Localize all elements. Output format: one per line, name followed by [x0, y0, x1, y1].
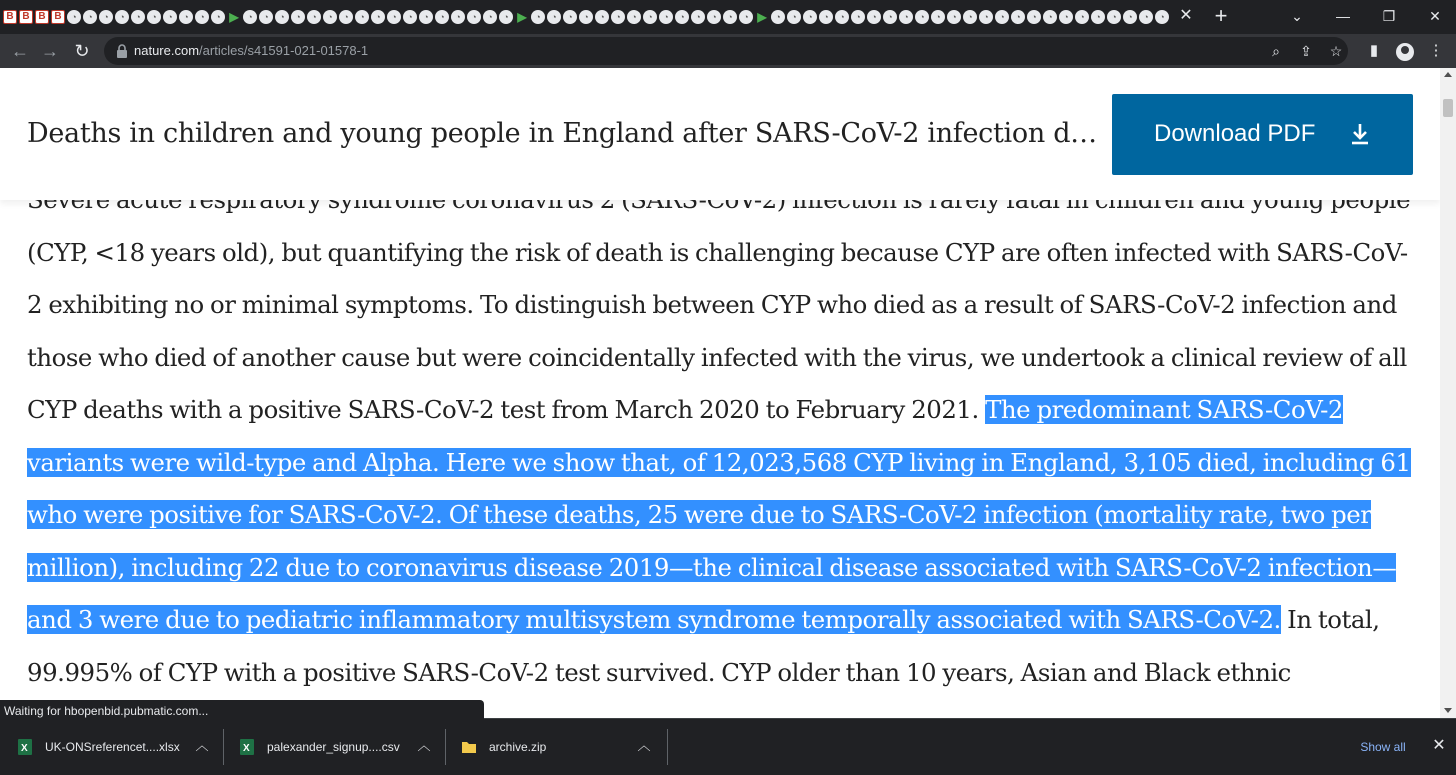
tab-favicon-circle-icon[interactable]: ◔: [563, 10, 577, 24]
tab-favicon-circle-icon[interactable]: ◔: [931, 10, 945, 24]
tab-favicon-circle-icon[interactable]: ◔: [867, 10, 881, 24]
tab-favicon-circle-icon[interactable]: ◔: [819, 10, 833, 24]
tab-favicon-circle-icon[interactable]: ◔: [851, 10, 865, 24]
web-page: [0, 68, 1440, 700]
download-pdf-label: Download PDF: [1154, 120, 1316, 147]
tab-favicon-circle-icon[interactable]: ◔: [963, 10, 977, 24]
folder-icon: [462, 739, 476, 755]
share-icon[interactable]: ⇪: [1300, 43, 1312, 59]
tab-favicon-circle-icon[interactable]: ◔: [1107, 10, 1121, 24]
download-item[interactable]: [0, 719, 222, 775]
tab-favicon-circle-icon[interactable]: ◔: [131, 10, 145, 24]
address-bar[interactable]: [104, 37, 1348, 65]
tab-favicon-circle-icon[interactable]: ◔: [579, 10, 593, 24]
profile-avatar[interactable]: [1396, 43, 1414, 61]
tab-favicon-circle-icon[interactable]: ◔: [995, 10, 1009, 24]
status-bubble: Waiting for hbopenbid.pubmatic.com...: [0, 700, 484, 722]
tab-favicon-circle-icon[interactable]: ◔: [259, 10, 273, 24]
tab-favicon-circle-icon[interactable]: ◔: [307, 10, 321, 24]
tab-favicon-circle-icon[interactable]: ◔: [467, 10, 481, 24]
tab-favicon-circle-icon[interactable]: ◔: [899, 10, 913, 24]
download-file-name: palexander_signup....csv: [267, 740, 400, 754]
abstract-selected-text[interactable]: The predominant SARS-CoV-2 variants were wild-type and Alpha. Here we show that, of 12,023,568 CYP living in England, 3,105 died, including 61 who were positive for SARS-CoV-2. Of these deaths, 25 were due to SARS-CoV-2 infection (mortality rate, two per million), including 22 due to coronavirus disease 2019—the clinical disease associated with SARS-CoV-2 infection—and 3 were due to pediatric inflammatory multisystem syndrome temporally associated with SARS-CoV-2.: [27, 395, 1411, 634]
tab-favicon-circle-icon[interactable]: ◔: [163, 10, 177, 24]
side-panel-icon[interactable]: ▮: [1369, 42, 1379, 59]
forward-icon[interactable]: →: [41, 41, 59, 61]
download-shelf: [0, 718, 1456, 775]
abstract-text-continued: In total, 99.995% of CYP with a positive SARS-CoV-2 test survived. CYP older than 10 years, Asian and Black ethnic: [27, 605, 1380, 687]
bookmark-star-icon[interactable]: ☆: [1329, 43, 1343, 59]
tab-favicon-circle-icon[interactable]: ◔: [643, 10, 657, 24]
tab-favicon-circle-icon[interactable]: ◔: [339, 10, 353, 24]
close-download-shelf-icon[interactable]: ✕: [1432, 737, 1446, 754]
tab-favicon-circle-icon[interactable]: ◔: [883, 10, 897, 24]
download-options-chevron-icon[interactable]: ︿: [417, 738, 431, 753]
tab-favicon-circle-icon[interactable]: ◔: [707, 10, 721, 24]
tab-favicon-circle-icon[interactable]: ◔: [1043, 10, 1057, 24]
tab-close-icon[interactable]: ✕: [1179, 7, 1193, 24]
tab-favicon-circle-icon[interactable]: ◔: [195, 10, 209, 24]
tab-favicon-play-icon[interactable]: ▶: [757, 10, 767, 24]
tab-favicon-circle-icon[interactable]: ◔: [1139, 10, 1153, 24]
download-item[interactable]: [444, 719, 666, 775]
scrollbar-thumb[interactable]: [1443, 99, 1453, 117]
tab-favicon-circle-icon[interactable]: ◔: [435, 10, 449, 24]
tab-favicon-circle-icon[interactable]: ◔: [323, 10, 337, 24]
tab-favicon-circle-icon[interactable]: ◔: [1155, 10, 1169, 24]
tab-favicon-circle-icon[interactable]: ◔: [371, 10, 385, 24]
tab-favicon-circle-icon[interactable]: ◔: [115, 10, 129, 24]
tab-favicon-circle-icon[interactable]: ◔: [803, 10, 817, 24]
tab-favicon-b-icon[interactable]: B: [19, 10, 33, 24]
tab-favicon-circle-icon[interactable]: ◔: [979, 10, 993, 24]
download-file-name: archive.zip: [489, 740, 547, 754]
abstract-text: (CYP, <18 years old), but quantifying the risk of death is challenging because CYP are often infected with SARS-CoV-2 exhibiting no or minimal symptoms. To distinguish between CYP who died as a result of SARS-CoV-2 infection and those who died of another cause but were coincidentally infected with the virus, we undertook a clinical review of all CYP deaths with a positive SARS-CoV-2 test from March 2020 to February 2021.: [27, 237, 1408, 424]
tab-favicon-circle-icon[interactable]: ◔: [483, 10, 497, 24]
tab-favicon-circle-icon[interactable]: ◔: [1075, 10, 1089, 24]
divider: [667, 729, 668, 765]
tab-favicon-circle-icon[interactable]: ◔: [915, 10, 929, 24]
tab-favicon-circle-icon[interactable]: ◔: [179, 10, 193, 24]
new-tab-icon[interactable]: +: [1214, 3, 1228, 28]
csv-file-icon: [240, 739, 254, 755]
tab-search-chevron-icon[interactable]: ⌄: [1291, 8, 1303, 24]
tab-favicon-circle-icon[interactable]: ◔: [771, 10, 785, 24]
tab-favicon-circle-icon[interactable]: ◔: [1059, 10, 1073, 24]
menu-kebab-icon[interactable]: ⋮: [1428, 42, 1444, 59]
url-domain: nature.com: [134, 43, 200, 58]
tab-favicon-play-icon[interactable]: ▶: [517, 10, 527, 24]
tab-favicon-b-icon[interactable]: B: [51, 10, 65, 24]
restore-icon[interactable]: ❐: [1382, 8, 1396, 24]
zoom-icon[interactable]: ⌕: [1272, 43, 1280, 59]
reload-icon[interactable]: ↻: [74, 41, 90, 61]
download-file-name: UK-ONSreferencet....xlsx: [45, 740, 180, 754]
download-options-chevron-icon[interactable]: ︿: [637, 738, 651, 753]
tab-favicon-circle-icon[interactable]: ◔: [675, 10, 689, 24]
url-path: /articles/s41591-021-01578-1: [199, 43, 369, 58]
tab-favicon-circle-icon[interactable]: ◔: [83, 10, 97, 24]
article-title: Deaths in children and young people in England after SARS-CoV-2 infection d…: [27, 118, 1097, 149]
tab-favicon-circle-icon[interactable]: ◔: [947, 10, 961, 24]
article-abstract: [27, 174, 1422, 699]
tab-strip: [0, 0, 1456, 34]
tab-favicon-circle-icon[interactable]: ◔: [723, 10, 737, 24]
tab-favicon-circle-icon[interactable]: ◔: [1011, 10, 1025, 24]
tab-favicon-b-icon[interactable]: B: [35, 10, 49, 24]
tab-favicon-circle-icon[interactable]: ◔: [67, 10, 81, 24]
tab-favicon-circle-icon[interactable]: ◔: [419, 10, 433, 24]
tab-favicon-circle-icon[interactable]: ◔: [547, 10, 561, 24]
tab-favicon-circle-icon[interactable]: ◔: [451, 10, 465, 24]
tab-favicon-circle-icon[interactable]: ◔: [627, 10, 641, 24]
tab-favicon-circle-icon[interactable]: ◔: [835, 10, 849, 24]
download-item[interactable]: [222, 719, 444, 775]
close-window-icon[interactable]: ✕: [1429, 8, 1441, 24]
url-text[interactable]: [134, 43, 368, 58]
tab-favicon-circle-icon[interactable]: ◔: [243, 10, 257, 24]
page-scrollbar[interactable]: [1440, 68, 1456, 718]
svg-text:X: X: [21, 743, 28, 754]
tab-favicon-play-icon[interactable]: ▶: [229, 10, 239, 24]
excel-file-icon: [18, 739, 32, 755]
tab-favicon-circle-icon[interactable]: ◔: [1027, 10, 1041, 24]
tab-favicon-circle-icon[interactable]: ◔: [275, 10, 289, 24]
tab-favicon-circle-icon[interactable]: ◔: [595, 10, 609, 24]
tab-favicon-circle-icon[interactable]: ◔: [739, 10, 753, 24]
tab-favicon-circle-icon[interactable]: ◔: [499, 10, 513, 24]
tab-favicon-circle-icon[interactable]: ◔: [403, 10, 417, 24]
tab-favicon-circle-icon[interactable]: ◔: [787, 10, 801, 24]
tab-favicon-circle-icon[interactable]: ◔: [611, 10, 625, 24]
tab-favicon-circle-icon[interactable]: ◔: [659, 10, 673, 24]
tab-favicon-circle-icon[interactable]: ◔: [387, 10, 401, 24]
browser-toolbar: [0, 34, 1456, 68]
svg-text:X: X: [243, 743, 250, 754]
scroll-up-arrow-icon[interactable]: [1444, 72, 1452, 77]
download-pdf-button[interactable]: [1112, 94, 1413, 175]
download-arrow-icon: [1350, 122, 1370, 146]
tab-favicon-circle-icon[interactable]: ◔: [1123, 10, 1137, 24]
tab-favicon-circle-icon[interactable]: ◔: [147, 10, 161, 24]
tab-favicon-circle-icon[interactable]: ◔: [355, 10, 369, 24]
tab-favicon-circle-icon[interactable]: ◔: [211, 10, 225, 24]
tab-favicon-circle-icon[interactable]: ◔: [1091, 10, 1105, 24]
download-options-chevron-icon[interactable]: ︿: [195, 738, 209, 753]
lock-icon[interactable]: [116, 44, 128, 58]
tab-favicon-circle-icon[interactable]: ◔: [291, 10, 305, 24]
tab-favicon-circle-icon[interactable]: ◔: [99, 10, 113, 24]
tab-favicon-b-icon[interactable]: B: [3, 10, 17, 24]
tab-favicon-circle-icon[interactable]: ◔: [691, 10, 705, 24]
tab-favicon-circle-icon[interactable]: ◔: [531, 10, 545, 24]
show-all-downloads-button[interactable]: Show all: [1360, 740, 1406, 754]
scroll-down-arrow-icon[interactable]: [1444, 708, 1452, 713]
sticky-article-header: [0, 68, 1440, 200]
minimize-icon[interactable]: —: [1336, 8, 1350, 24]
back-icon[interactable]: ←: [11, 41, 29, 61]
tab-favicons[interactable]: [2, 8, 1170, 26]
